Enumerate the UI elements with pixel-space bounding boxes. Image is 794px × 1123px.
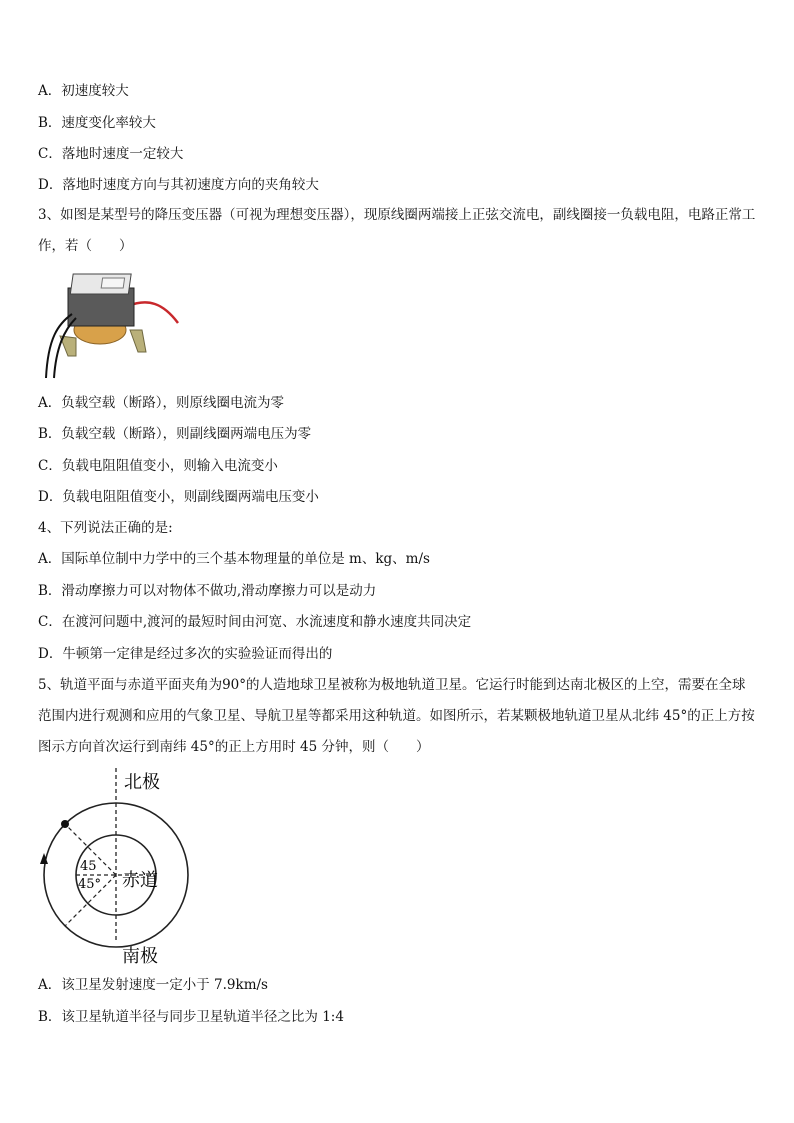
q4-stem: 4、下列说法正确的是:	[38, 520, 173, 536]
q5-option-b: B．该卫星轨道半径与同步卫星轨道半径之比为 1:4	[38, 1009, 344, 1025]
angle-bottom-label: 45°	[78, 877, 102, 892]
q5-option-a: A．该卫星发射速度一定小于 7.9km/s	[38, 977, 268, 993]
q3-option-b: B．负载空载（断路），则副线圈两端电压为零	[38, 426, 312, 442]
q4-option-b: B．滑动摩擦力可以对物体不做功,滑动摩擦力可以是动力	[38, 583, 377, 599]
option-a: A．初速度较大	[38, 83, 129, 99]
q3-stem: 3、如图是某型号的降压变压器（可视为理想变压器），现原线圈两端接上正弦交流电，副线圈接一负载电阻，电路正常工作，若（ ）	[38, 207, 756, 254]
q4-option-d: D．牛顿第一定律是经过多次的实验验证而得出的	[38, 646, 333, 662]
q3-option-d: D．负载电阻阻值变小，则副线圈两端电压变小	[38, 489, 319, 505]
option-d: D．落地时速度方向与其初速度方向的夹角较大	[38, 177, 319, 193]
q4-option-c: C．在渡河问题中,渡河的最短时间由河宽、水流速度和静水速度共同决定	[38, 614, 472, 630]
q5-stem: 5、轨道平面与赤道平面夹角为90°的人造地球卫星被称为极地轨道卫星。它运行时能到达南北极区的上空，需要在全球范围内进行观测和应用的气象卫星、导航卫星等都采用这种轨道。如图所示，若某颗极地轨道卫星从北纬 45°的正上方按图示方向首次运行到南纬 45°的正上方用时 45 分钟，则（ ）	[38, 677, 755, 755]
q3-option-c: C．负载电阻阻值变小，则输入电流变小	[38, 458, 278, 474]
option-c: C．落地时速度一定较大	[38, 146, 184, 162]
equator-label: 赤道	[122, 870, 158, 891]
north-pole-label: 北极	[124, 772, 160, 793]
option-b: B．速度变化率较大	[38, 115, 156, 131]
south-pole-label: 南极	[122, 946, 158, 967]
transformer-image	[38, 268, 188, 380]
angle-top-label: 45	[80, 859, 97, 874]
polar-orbit-diagram	[36, 762, 196, 968]
q3-option-a: A．负载空载（断路），则原线圈电流为零	[38, 395, 284, 411]
q4-option-a: A．国际单位制中力学中的三个基本物理量的单位是 m、kg、m/s	[38, 551, 430, 567]
